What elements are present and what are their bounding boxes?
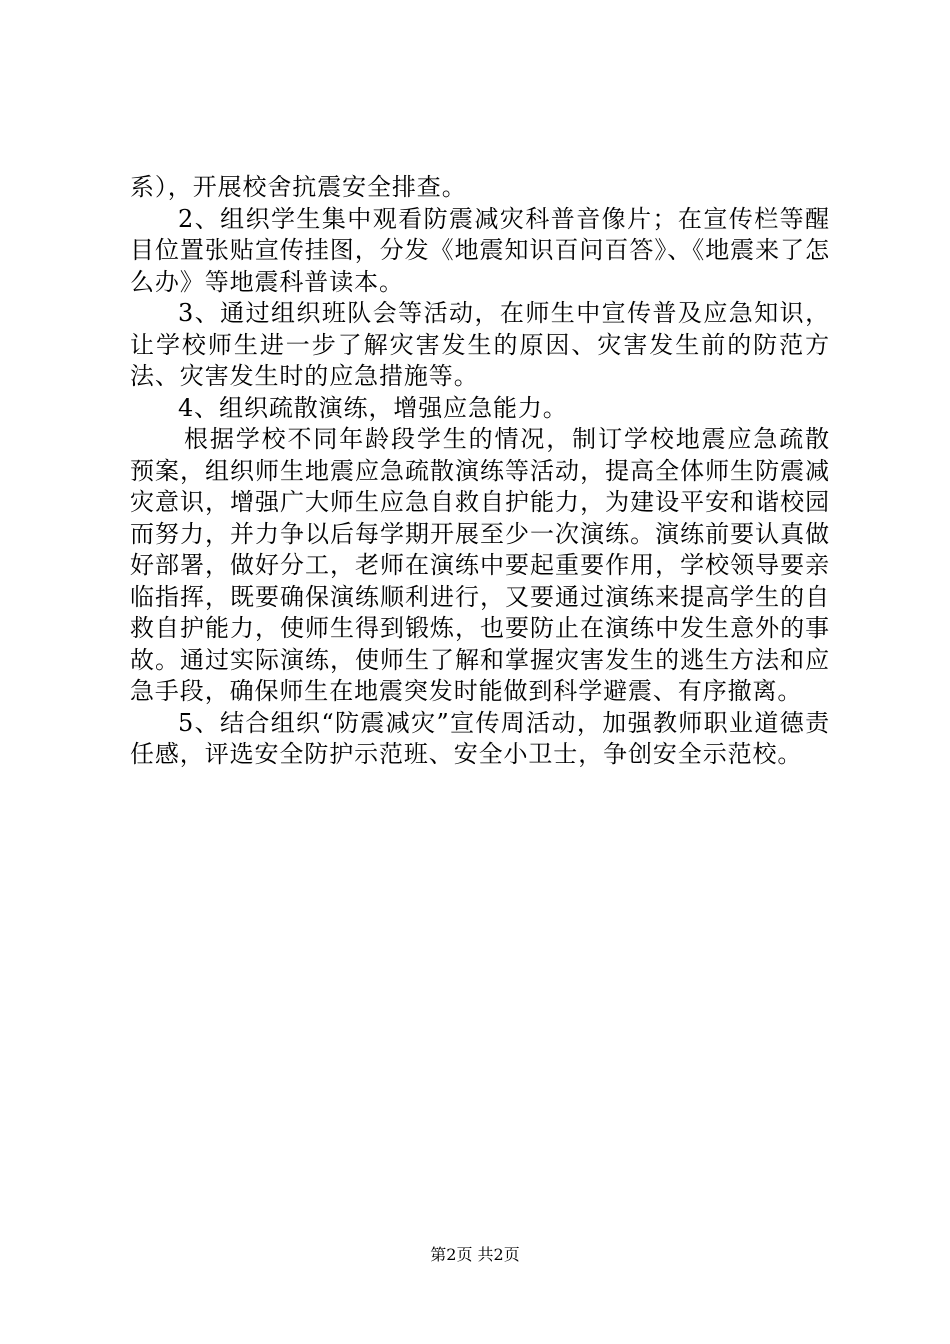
page-number-footer: 第2页 共2页 — [430, 1245, 520, 1264]
paragraph-continuation: 系），开展校舍抗震安全排查。 — [130, 173, 467, 201]
document-body — [130, 172, 830, 771]
paragraph-item-2: 2、组织学生集中观看防震减灾科普音像片；在宣传栏等醒目位置张贴宣传挂图，分发《地震知识百问百答》、《地震来了怎么办》等地震科普读本。 — [130, 204, 830, 296]
paragraph-item-5: 5、结合组织“防震减灾”宣传周活动，加强教师职业道德责任感，评选安全防护示范班、安全小卫士，争创安全示范校。 — [130, 708, 830, 768]
paragraph-item-3: 3、通过组织班队会等活动，在师生中宣传普及应急知识，让学校师生进一步了解灾害发生的原因、灾害发生前的防范方法、灾害发生时的应急措施等。 — [130, 299, 830, 390]
paragraph-drill-details: 根据学校不同年龄段学生的情况，制订学校地震应急疏散预案，组织师生地震应急疏散演练等活动，提高全体师生防震减灾意识，增强广大师生应急自救自护能力，为建设平安和谐校园而努力，并力争以后每学期开展至少一次演练。演练前要认真做好部署，做好分工，老师在演练中要起重要作用，学校领导要亲临指挥，既要确保演练顺利进行，又要通过演练来提高学生的自救自护能力，使师生得到锻炼，也要防止在演练中发生意外的事故。通过实际演练，使师生了解和掌握灾害发生的逃生方法和应急手段，确保师生在地震突发时能做到科学避震、有序撤离。 — [130, 425, 830, 705]
paragraph-item-4: 4、组织疏散演练，增强应急能力。 — [178, 393, 568, 422]
